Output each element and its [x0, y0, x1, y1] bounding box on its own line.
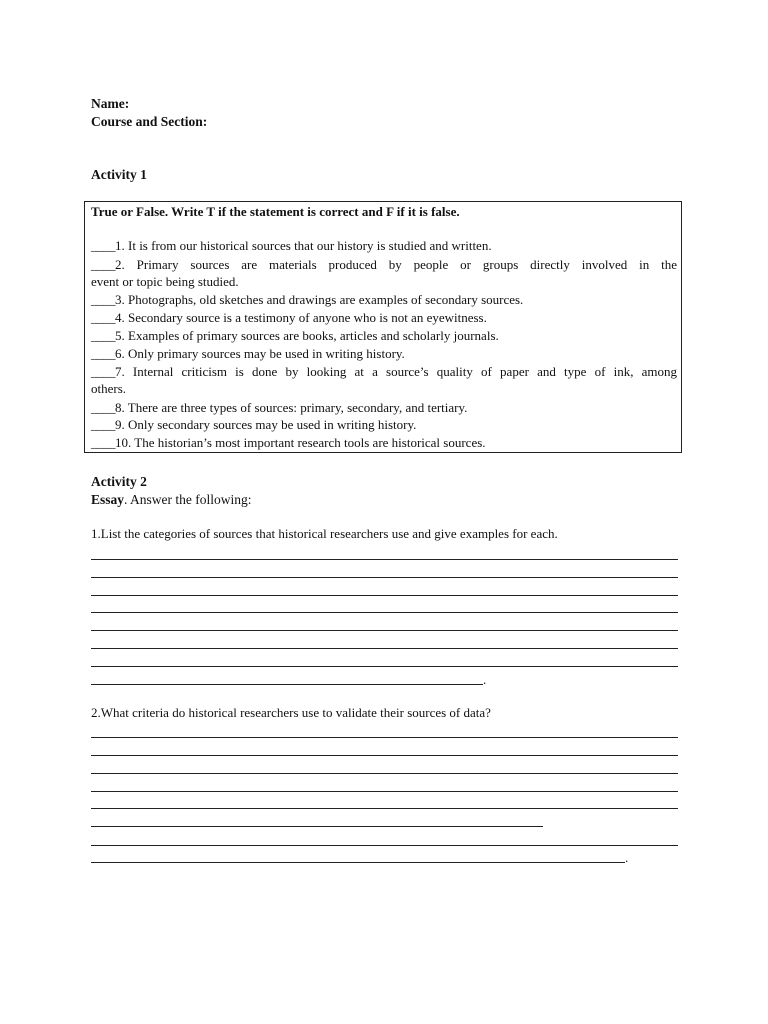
tf-instruction: True or False. Write T if the statement is correct and F if it is false. — [91, 204, 460, 219]
tf-item-continuation: event or topic being studied. — [91, 274, 239, 289]
answer-line[interactable] — [91, 808, 678, 809]
answer-line[interactable] — [91, 612, 678, 613]
tf-item: ____1. It is from our historical sources that our history is studied and written. — [91, 238, 492, 253]
answer-line[interactable] — [91, 737, 678, 738]
answer-line[interactable] — [91, 755, 678, 756]
answer-blank[interactable]: ____ — [91, 292, 115, 307]
answer-line[interactable] — [91, 791, 678, 792]
essay-label: Essay — [91, 492, 125, 507]
tf-item: ____8. There are three types of sources: primary, secondary, and tertiary. — [91, 400, 468, 415]
answer-blank[interactable]: ____ — [91, 364, 115, 379]
tf-item: ____7. Internal criticism is done by looking at a source’s quality of paper and type of ink, among — [91, 364, 677, 379]
question-1: 1.List the categories of sources that historical researchers use and give examples for each. — [91, 526, 558, 541]
question-2: 2.What criteria do historical researchers use to validate their sources of data? — [91, 705, 491, 720]
tf-item-continuation: others. — [91, 381, 127, 396]
answer-blank[interactable]: ____ — [91, 417, 115, 432]
course-section-label: Course and Section: — [91, 114, 208, 129]
answer-line[interactable] — [91, 826, 543, 827]
tf-item: ____3. Photographs, old sketches and drawings are examples of secondary sources. — [91, 292, 524, 307]
answer-blank[interactable]: ____ — [91, 328, 115, 343]
answer-line[interactable] — [91, 684, 483, 685]
answer-blank[interactable]: ____ — [91, 435, 115, 450]
tf-item: ____4. Secondary source is a testimony of anyone who is not an eyewitness. — [91, 310, 487, 325]
answer-line[interactable] — [91, 630, 678, 631]
answer-line[interactable] — [91, 648, 678, 649]
answer-blank[interactable]: ____ — [91, 400, 115, 415]
answer-line[interactable] — [91, 577, 678, 578]
tf-item: ____6. Only primary sources may be used in writing history. — [91, 346, 405, 361]
answer-blank[interactable]: ____ — [91, 346, 115, 361]
tf-item: ____9. Only secondary sources may be used in writing history. — [91, 417, 417, 432]
tf-item: ____2. Primary sources are materials produced by people or groups directly involved in the — [91, 257, 677, 272]
essay-instruction: Essay. Answer the following: — [91, 492, 252, 507]
tf-item: ____10. The historian’s most important research tools are historical sources. — [91, 435, 486, 450]
answer-line[interactable] — [91, 595, 678, 596]
activity2-title: Activity 2 — [91, 474, 147, 489]
answer-blank[interactable]: ____ — [91, 257, 115, 272]
answer-blank[interactable]: ____ — [91, 238, 115, 253]
answer-line[interactable] — [91, 666, 678, 667]
line-end-period: . — [625, 850, 629, 865]
answer-line[interactable] — [91, 559, 678, 560]
tf-item: ____5. Examples of primary sources are books, articles and scholarly journals. — [91, 328, 499, 343]
answer-line[interactable] — [91, 845, 678, 846]
answer-line[interactable] — [91, 773, 678, 774]
activity1-title: Activity 1 — [91, 167, 147, 182]
name-label: Name: — [91, 96, 130, 111]
answer-line[interactable] — [91, 862, 625, 863]
line-end-period: . — [483, 672, 487, 687]
answer-blank[interactable]: ____ — [91, 310, 115, 325]
